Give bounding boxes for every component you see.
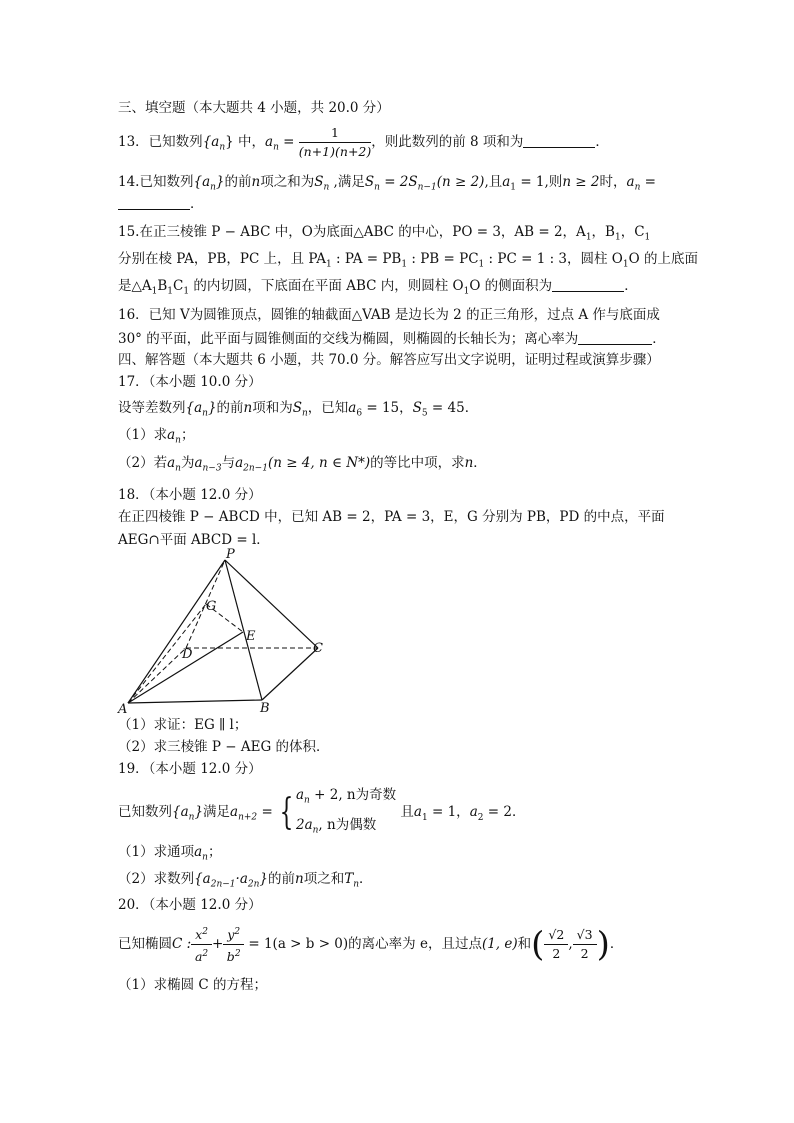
piecewise-cases: $a_n + 2$, n为奇数 $2a_n$, n为偶数 [295,787,397,836]
question-20-line-1: 已知椭圆C : $\frac{x^2}{a^2}$ + $\frac{y^2}{b^2}$ = 1(a > b > 0)的离心率为 e，且过点(1, e)和( $\frac{√2}{2}$ , $\frac{√3}{2}$ )． [118,924,624,965]
label-g: G [206,599,217,614]
question-18-part-1: （1）求证：EG ∥ l； [118,717,248,733]
left-brace: { [279,791,294,833]
question-20-part-1: （1）求椭圆 C 的方程； [118,977,268,993]
label-a: A [118,702,128,717]
question-20-head: 20．（本小题 12.0 分） [118,897,262,913]
question-15-line-2: 分别在棱 PA，PB，PC 上，且 $PA_1$ : PA = $PB_1$ : PB = $PC_1$ : PC = 1 : 3，圆柱 $O_1O$ 的上底面 [118,251,698,270]
section-4-title: 四、解答题（本大题共 6 小题，共 70.0 分。解答应写出文字说明，证明过程或演算步骤） [118,352,660,368]
segment-ae [128,632,243,703]
question-17-part-2: （2）若$a_n$为$a_{n-3}$与$a_{2n-1}(n \ge 4$, n ∈ N*)的等比中项，求n． [118,455,487,474]
section-3-title: 三、填空题（本大题共 4 小题，共 20.0 分） [118,100,390,116]
label-p: P [226,548,235,562]
label-b: B [260,701,270,716]
question-17-part-1: （1）求$a_n$； [118,427,195,446]
edge-pb [225,560,262,700]
question-14: 14.已知数列$\{a_n\}$的前n项之和为$S_n$ ,满足$S_n = 2S_{n-1}(n \ge 2)$,且$a_1 = 1$,则n ≥ 2时，$a_n$ = [118,174,656,193]
edge-bc [262,648,318,700]
answer-blank[interactable] [552,277,624,292]
label-c: C [313,641,323,656]
edge-ad [128,648,186,703]
answer-blank[interactable] [118,195,190,210]
question-18-line-2: AEG∩平面 ABCD = l． [118,532,270,548]
question-18-part-2: （2）求三棱锥 P − AEG 的体积． [118,739,330,755]
question-19-part-1: （1）求通项$a_n$； [118,844,222,863]
label-e: E [246,629,256,644]
question-17-line-1: 设等差数列$\{a_n\}$的前n项和为$S_n$，已知$a_6 = 15$，$S_5 = 45$． [118,400,479,419]
question-16-line-2: 30° 的平面，此平面与圆锥侧面的交线为椭圆，则椭圆的长轴长为；离心率为 ． [118,331,666,347]
answer-blank[interactable] [578,330,652,345]
question-19-part-2: （2）求数列$\{a_{2n-1}\cdot a_{2n}\}$的前n项之和$T_n$． [118,871,373,890]
question-15-line-3: 是$\triangle A_1B_1C_1$ 的内切圆，下底面在平面 ABC 内，则圆柱 $O_1O$ 的侧面积为 ． [118,278,638,297]
edge-ab [128,700,262,703]
edge-pa [128,560,225,703]
question-13: 13．已知数列$\{a_n\}$ 中，$a_n$ = $\frac{1}{(n+1)(n+2)}$ ，则此数列的前 8 项和为 ． [118,125,609,159]
label-d: D [182,647,193,662]
question-19-line-1: 已知数列$\{a_n\}$满足$a_{n+2}$ = { $a_n + 2$, n为奇数 $2a_n$, n为偶数 且$a_1 = 1$，$a_2 = 2$． [118,783,698,835]
fraction: $\frac{1}{(n+1)(n+2)}$ [298,125,372,159]
question-19-head: 19．（本小题 12.0 分） [118,761,262,777]
question-16-line-1: 16．已知 V为圆锥顶点，圆锥的轴截面△VAB 是边长为 2 的正三角形，过点 A 作与底面成 [118,307,660,323]
question-18-line-1: 在正四棱锥 P − ABCD 中，已知 AB = 2，PA = 3，E，G 分别为 PB，PD 的中点，平面 [118,509,665,525]
question-18-head: 18．（本小题 12.0 分） [118,487,262,503]
question-14-answer-line: ． [118,194,698,214]
pyramid-figure [110,548,340,718]
question-17-head: 17．（本小题 10.0 分） [118,374,262,390]
question-15-line-1: 15.在正三棱锥 P − ABC 中，O为底面△ABC 的中心，PO = 3，AB = 2，$A_1$，$B_1$，$C_1$ [118,224,651,243]
answer-blank[interactable] [523,133,595,148]
segment-ag [128,604,206,703]
